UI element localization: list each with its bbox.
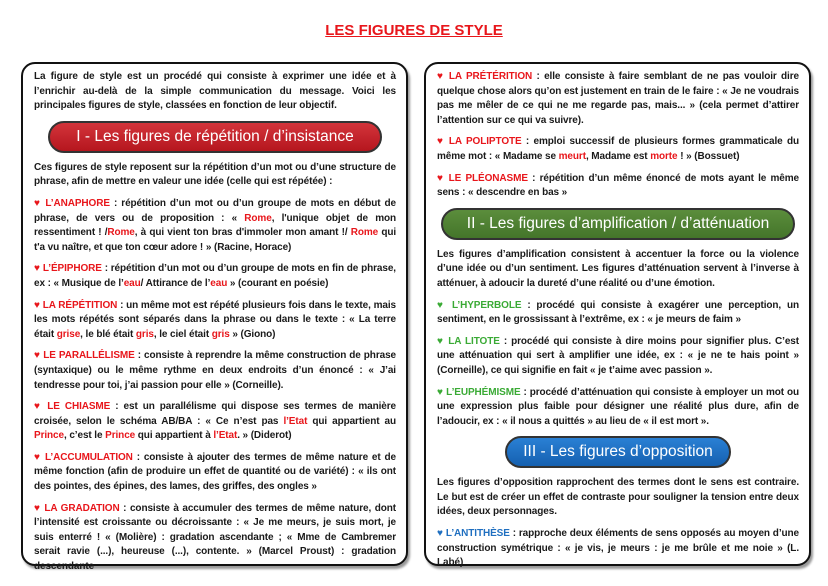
figure-text: Rome	[107, 227, 135, 239]
heart-icon: ♥	[34, 350, 44, 362]
figure-text: : procédé d’atténuation qui consiste à employer un mot ou une expression plus faible pour désigner une réalité plus dure, afin de l’adoucir, ex : « il nous a quittés » au lieu de « il est mort ».	[437, 386, 799, 427]
heart-icon: ♥	[437, 136, 449, 148]
figure-name: L’ACCUMULATION	[44, 451, 133, 463]
figure-text: eau	[210, 277, 228, 289]
section-2-intro: Les figures d’amplification consistent à accentuer la force ou la violence d’une idée ou d’un sentiment. Les figures d’atténuation servent à l’inverse à atténuer, à adoucir la dureté d’une réalité ou d’une émotion.	[437, 248, 799, 289]
figure-text: , Madame est	[585, 150, 651, 162]
heart-icon: ♥	[437, 335, 449, 347]
heart-icon: ♥	[34, 299, 43, 311]
figure-name: L’HYPERBOLE	[451, 299, 522, 311]
figure-text: : emploi successif de plusieurs formes grammaticale du même mot : « Madame se	[437, 136, 799, 162]
figure-name: LA GRADATION	[44, 502, 120, 514]
figure-text: , à qui vient ton bras d'immoler mon amant !/	[134, 227, 351, 239]
figure-text: » (courant en poésie)	[227, 277, 329, 289]
section-1-heading: I - Les figures de répétition / d’insistance	[48, 121, 382, 153]
figure-name: LA LITOTE	[448, 335, 500, 347]
figure-text: : consiste à reprendre la même construction de phrase (syntaxique) ou le même rythme en deux endroits d’un énoncé : « J’ai tendresse pour toi, j’ai passion pour elle » (Corneille).	[34, 350, 396, 391]
figure-text: morte	[650, 150, 678, 162]
figure-name: LE PLÉONASME	[448, 172, 528, 184]
figure-text: : procédé qui consiste à dire moins pour signifier plus. C’est une atténuation qui sert à amplifier une idée, ex : « je ne te hais point » (Corneille), ce qui signifie en fait « je t’aime avec passion ».	[437, 335, 799, 376]
section-2-heading: II - Les figures d’amplification / d’atténuation	[441, 208, 795, 240]
figure-entry-la-poliptote	[437, 135, 799, 164]
figure-name: L’ANAPHORE	[45, 197, 110, 209]
figure-text: , c’est le	[63, 430, 106, 442]
heart-icon: ♥	[437, 71, 449, 82]
section-2-entries	[437, 299, 799, 430]
figure-name: LA RÉPÉTITION	[42, 299, 118, 311]
figure-text: . » (Diderot)	[237, 430, 292, 442]
figure-text: : répétition d’un mot ou d’un groupe de mots en fin de phrase, ex : « Musique de l’	[34, 263, 396, 289]
figure-text: : répétition d’un mot ou d’un groupe de mots en début de phrase, de vers ou de proposition : «	[34, 197, 396, 224]
figure-entry-l-hyperbole	[437, 299, 799, 328]
figure-entry-l-anaphore	[34, 197, 396, 255]
heart-icon: ♥	[34, 502, 45, 514]
figure-text: eau	[123, 277, 141, 289]
figure-name: L’ÉPIPHORE	[42, 263, 102, 275]
intro-text: La figure de style est un procédé qui consiste à exprimer une idée et à l’enrichir au-delà de la simple communication du message. Voici les principales figures de style, classées en fonction de leur objectif.	[34, 71, 396, 112]
heart-icon: ♥	[34, 263, 43, 275]
figure-text: l’Etat	[213, 430, 238, 442]
figure-entry-le-chiasme	[34, 400, 396, 444]
heart-icon: ♥	[437, 528, 446, 540]
figure-entry-l-epiphore	[34, 262, 396, 291]
heart-icon: ♥	[34, 197, 46, 209]
section-3-heading: III - Les figures d’opposition	[505, 436, 731, 468]
figure-text: Prince	[34, 430, 64, 442]
figure-entry-le-pleonasme	[437, 172, 799, 201]
figure-name: LE CHIASME	[47, 401, 111, 413]
figure-entry-la-litote	[437, 335, 799, 379]
figure-text: : répétition d’un même énoncé de mots ayant le même sens : « descendre en bas »	[437, 172, 799, 199]
figure-text: : est un parallélisme qui dispose ses termes de manière croisée, selon le schéma AB/BA : « Ce n’est pas	[34, 401, 396, 427]
figure-text: grise	[56, 328, 81, 340]
figure-text: Rome	[350, 227, 379, 239]
figure-name: LA POLIPTOTE	[448, 136, 522, 148]
right-panel	[424, 62, 811, 569]
figure-text: : consiste à accumuler des termes de même nature, dont l’intensité est croissante ou décroissante : « Je me meurs, je suis mort, je suis enterré ! « (Molière) : gradation ascendante ; « Mme de Cambremer serait ravie (...), heureuse (...), contente. » (Marcel Proust) : gradation descendante	[34, 502, 396, 573]
page-title: LES FIGURES DE STYLE	[325, 22, 503, 39]
figure-text: Rome	[244, 212, 272, 224]
left-panel	[21, 62, 408, 573]
figure-text: : rapproche deux éléments de sens opposés au moyen d’une construction symétrique : « je vis, je meurs : je me brûle et me noie » (L. Labé)	[437, 528, 799, 569]
figure-entry-l-antithese	[437, 527, 799, 571]
figure-text: : procédé qui consiste à exagérer une perception, un sentiment, en le grossissant à l’extrême, ex : « je meurs de faim »	[437, 299, 799, 326]
section-1-intro: Ces figures de style reposent sur la répétition d’un mot ou d’une structure de phrase, afin de mettre en valeur une idée (celle qui est répétée) :	[34, 161, 396, 188]
figure-entry-le-parallelisme	[34, 349, 396, 393]
figure-text: gris	[211, 328, 230, 340]
figure-text: l’Etat	[283, 415, 308, 427]
figure-name: L’EUPHÉMISME	[446, 386, 521, 398]
figure-entry-l-accumulation	[34, 451, 396, 495]
figure-text: qui appartient à	[135, 430, 214, 442]
heart-icon: ♥	[34, 401, 48, 413]
figure-text: qui appartient au	[307, 415, 396, 427]
section-3-intro: Les figures d’opposition rapprochent des termes dont le sens est contraire. Le but est de créer un effet de contraste pour souligner la tension entre deux idées, deux personnages.	[437, 477, 799, 518]
figure-text: » (Giono)	[229, 328, 276, 340]
heart-icon: ♥	[437, 386, 447, 398]
section-1-entries	[34, 197, 396, 575]
figure-text: , le blé était	[80, 328, 136, 340]
figure-name: L’ANTITHÈSE	[445, 528, 510, 540]
heart-icon: ♥	[437, 299, 452, 311]
figure-text: : un même mot est répété plusieurs fois dans le texte, mais les mots répétés sont séparés dans la phrase ou dans le texte : « La terre était	[34, 299, 396, 340]
figure-name: LA PRÉTÉRITION	[448, 71, 533, 82]
figure-entry-la-gradation	[34, 502, 396, 575]
figure-text: / Attirance de l’	[140, 277, 211, 289]
figure-text: : consiste à ajouter des termes de même nature et de même fonction (afin de produire un effet de quantité ou de variété) : « ils ont des pointes, des épines, des lames, des griffes, des ongles »	[34, 451, 396, 493]
figure-text: , l'unique objet de mon ressentiment ! /	[34, 212, 397, 239]
figure-entry-la-repetition	[34, 299, 396, 343]
heart-icon: ♥	[437, 172, 449, 184]
figure-text: ! » (Bossuet)	[677, 150, 740, 162]
section-3-entries	[437, 527, 799, 571]
figure-text: , le ciel était	[153, 328, 212, 340]
figure-name: LE PARALLÉLISME	[43, 350, 135, 362]
figure-text: meurt	[558, 150, 586, 162]
figure-text: gris	[135, 328, 154, 340]
figure-text: : elle consiste à faire semblant de ne pas vouloir dire quelque chose alors qu’on est justement en train de le faire : « Je ne voudrais pas me mêler de ce qui ne me regarde pas, mais... » (cela permet d’attirer l’attention sur ce qui va suivre).	[437, 71, 799, 126]
figure-entry-l-euphemisme	[437, 386, 799, 430]
section-1-entries-continued	[437, 70, 799, 201]
figure-text: qui t'a vu naître, et que ton cœur adore ! » (Racine, Horace)	[34, 227, 397, 253]
heart-icon: ♥	[34, 451, 45, 463]
figure-text: Prince	[105, 430, 136, 442]
figure-entry-la-preterition	[437, 70, 799, 128]
